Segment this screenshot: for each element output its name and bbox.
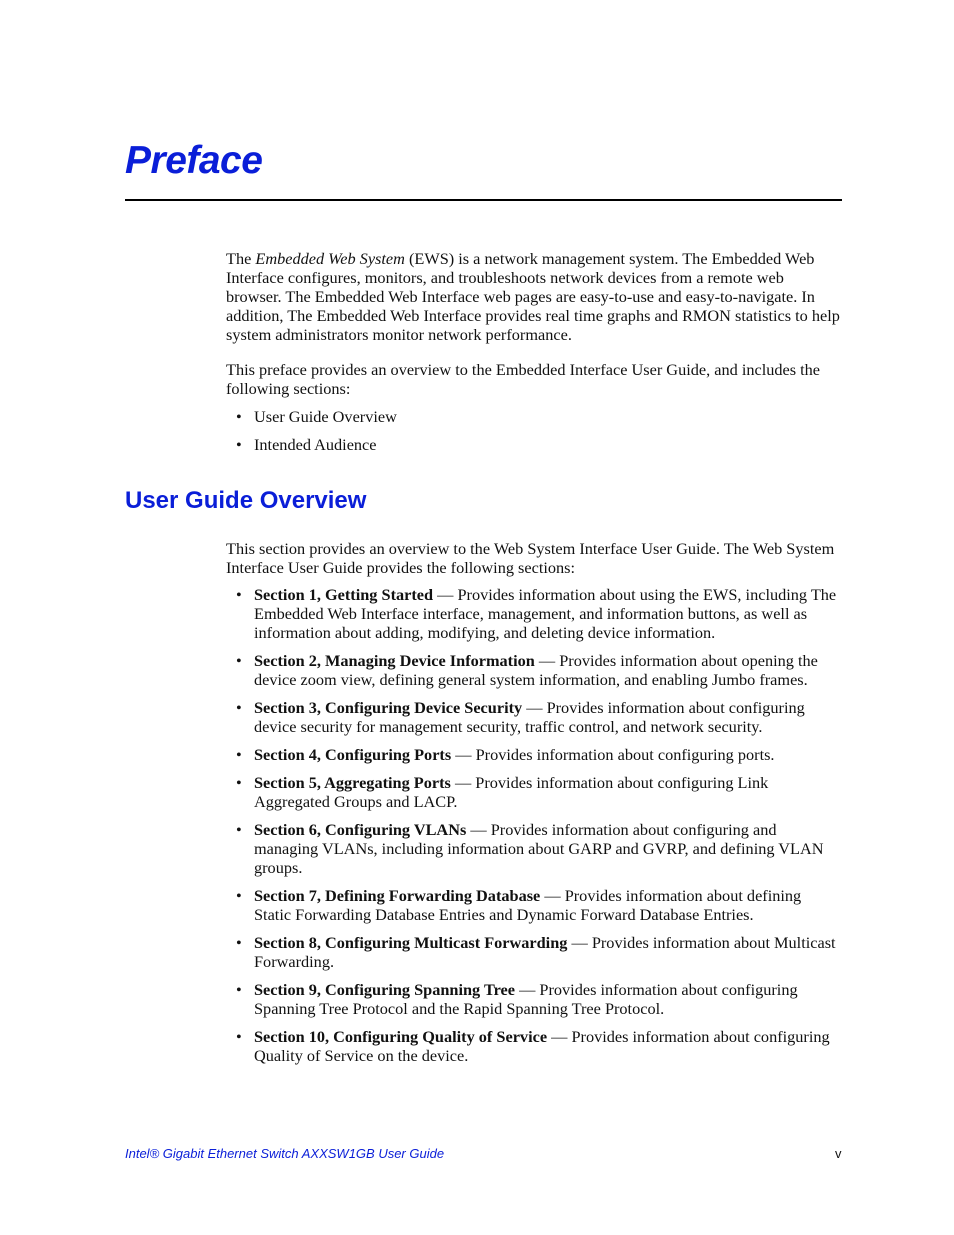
section-title: Section 2, Managing Device Information bbox=[254, 651, 535, 670]
list-item-label: Intended Audience bbox=[254, 435, 377, 454]
bullet-icon: • bbox=[236, 745, 242, 764]
section-description: — Provides information about configuring ports. bbox=[451, 745, 775, 764]
list-item bbox=[226, 745, 842, 764]
section-description: — Provides information about opening the device zoom view, defining general system information, and enabling Jumbo frames. bbox=[254, 651, 818, 689]
intro-text-start: The bbox=[226, 249, 256, 268]
section-title: Section 7, Defining Forwarding Database bbox=[254, 886, 541, 905]
preface-overview-paragraph: This preface provides an overview to the Embedded Interface User Guide, and includes the following sections: bbox=[226, 360, 821, 398]
section-list bbox=[226, 585, 842, 1065]
list-item bbox=[226, 820, 842, 877]
section-title: Section 3, Configuring Device Security bbox=[254, 698, 523, 717]
section-title: Section 6, Configuring VLANs bbox=[254, 820, 467, 839]
intro-text-rest: (EWS) is a network management system. The Embedded Web Interface configures, monitors, and troubleshoots network devices from a remote web browser. The Embedded Web Interface web pages are easy-to-use and easy-to-navigate. In addition, The Embedded Web Interface provides real time graphs and RMON statistics to help system administrators monitor network performance. bbox=[226, 249, 840, 344]
section-description: — Provides information about Multicast Forwarding. bbox=[254, 933, 836, 971]
section-description: — Provides information about defining Static Forwarding Database Entries and Dynamic Forward Database Entries. bbox=[254, 886, 802, 924]
list-item bbox=[226, 933, 842, 971]
section-title: Section 10, Configuring Quality of Service bbox=[254, 1027, 548, 1046]
list-item bbox=[226, 407, 842, 426]
section-heading-user-guide-overview: User Guide Overview bbox=[125, 487, 367, 514]
section-title: Section 4, Configuring Ports bbox=[254, 745, 452, 764]
list-item bbox=[226, 886, 842, 924]
overview-intro-paragraph: This section provides an overview to the Web System Interface User Guide. The Web System Interface User Guide provides the following sections: bbox=[226, 539, 835, 577]
list-item bbox=[226, 698, 842, 736]
list-item bbox=[226, 773, 842, 811]
overview-block bbox=[226, 539, 842, 1065]
list-item bbox=[226, 585, 842, 642]
bullet-icon: • bbox=[236, 585, 242, 604]
section-description: — Provides information about configuring Quality of Service on the device. bbox=[254, 1027, 830, 1065]
section-description: — Provides information about configuring Spanning Tree Protocol and the Rapid Spanning Tree Protocol. bbox=[254, 980, 798, 1018]
bullet-icon: • bbox=[236, 773, 242, 792]
bullet-icon: • bbox=[236, 651, 242, 670]
footer-page-number: v bbox=[835, 1146, 842, 1161]
section-title: Section 1, Getting Started bbox=[254, 585, 434, 604]
list-item bbox=[226, 1027, 842, 1065]
bullet-icon: • bbox=[236, 820, 242, 839]
bullet-icon: • bbox=[236, 933, 242, 952]
page-title: Preface bbox=[125, 139, 263, 182]
bullet-icon: • bbox=[236, 435, 242, 454]
list-item bbox=[226, 435, 842, 454]
bullet-icon: • bbox=[236, 407, 242, 426]
list-item-label: User Guide Overview bbox=[254, 407, 397, 426]
bullet-icon: • bbox=[236, 886, 242, 905]
intro-paragraph bbox=[226, 249, 842, 344]
list-item bbox=[226, 980, 842, 1018]
bullet-icon: • bbox=[236, 1027, 242, 1046]
preface-section-list bbox=[226, 407, 842, 454]
section-title: Section 9, Configuring Spanning Tree bbox=[254, 980, 515, 999]
ews-term: Embedded Web System bbox=[255, 249, 405, 268]
section-title: Section 8, Configuring Multicast Forwarding bbox=[254, 933, 568, 952]
section-description: — Provides information about configuring and managing VLANs, including information about GARP and GVRP, and defining VLAN groups. bbox=[254, 820, 824, 877]
title-divider bbox=[125, 199, 842, 201]
list-item bbox=[226, 651, 842, 689]
section-description: — Provides information about configuring device security for management security, traffic control, and network security. bbox=[254, 698, 805, 736]
section-title: Section 5, Aggregating Ports bbox=[254, 773, 451, 792]
intro-block bbox=[226, 249, 842, 454]
bullet-icon: • bbox=[236, 980, 242, 999]
footer-guide-title: Intel® Gigabit Ethernet Switch AXXSW1GB User Guide bbox=[125, 1146, 445, 1161]
section-description: — Provides information about configuring Link Aggregated Groups and LACP. bbox=[254, 773, 769, 811]
bullet-icon: • bbox=[236, 698, 242, 717]
section-description: — Provides information about using the EWS, including The Embedded Web Interface interface, management, and information buttons, as well as information about adding, modifying, and deleting device information. bbox=[254, 585, 837, 642]
